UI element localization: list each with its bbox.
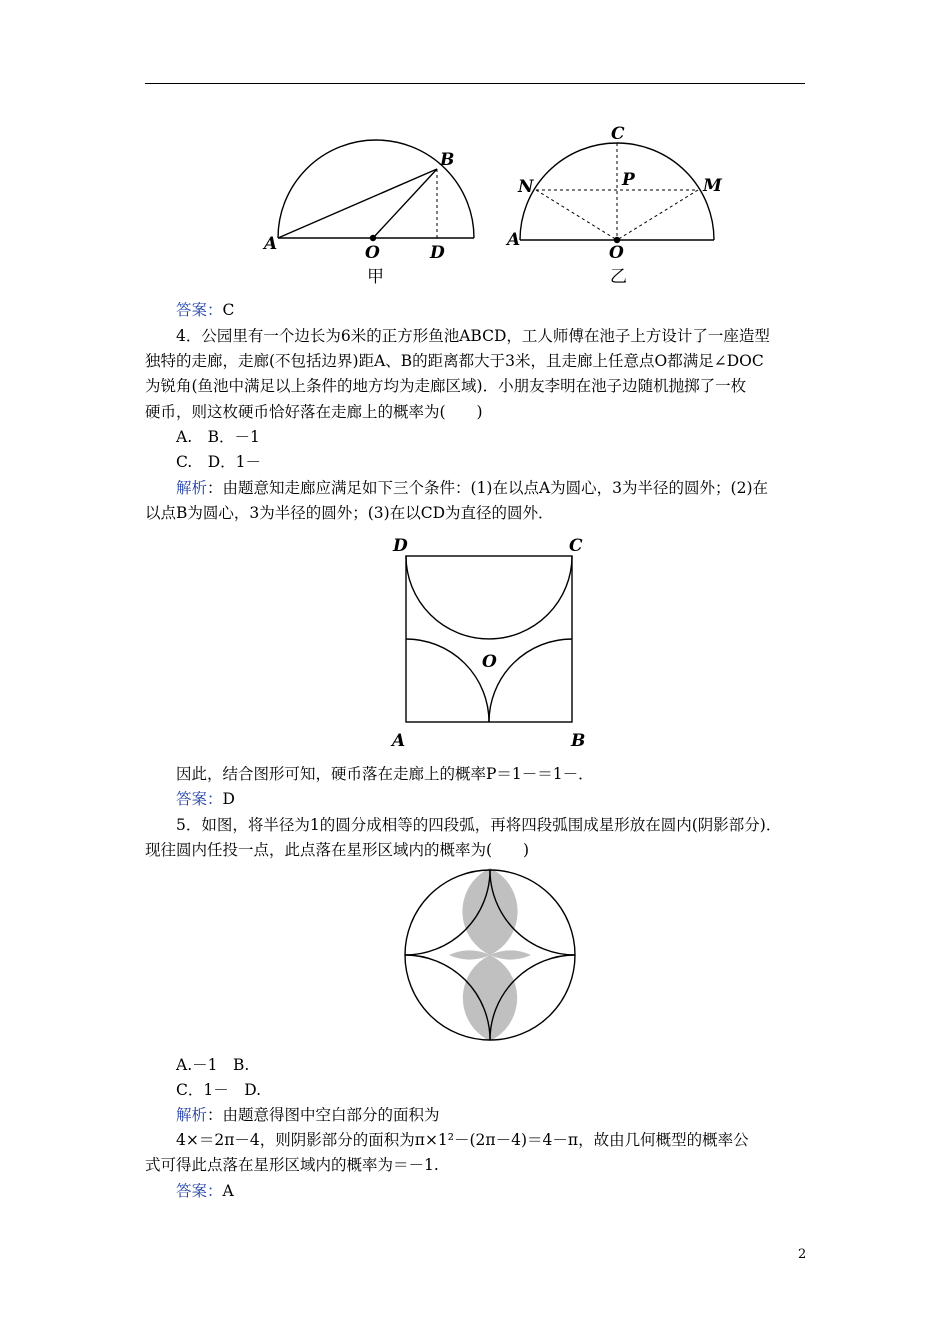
q4-conclusion: 因此，结合图形可知，硬币落在走廊上的概率P＝1－＝1－．	[176, 765, 594, 783]
header-rule	[145, 83, 805, 84]
yi-label-p: P	[622, 170, 635, 190]
q4-solution-line-2: 以点B为圆心，3为半径的圆外；(3)在以CD为直径的圆外．	[145, 504, 554, 522]
arc-center-a	[406, 639, 489, 722]
square-label-a: A	[392, 731, 406, 751]
q5-solution-line-1: 解析：由题意得图中空白部分的面积为	[176, 1106, 440, 1124]
q4-text-line-4: 硬币，则这枚硬币恰好落在走廊上的概率为( )	[145, 403, 483, 421]
square-label-o: O	[482, 652, 497, 672]
yi-label-o: O	[609, 243, 624, 263]
figure-star-circle	[400, 865, 580, 1045]
q4-solution-line-1: 解析：由题意知走廊应满足如下三个条件：(1)在以点A为圆心，3为半径的圆外；(2)在	[176, 479, 768, 497]
q3-answer: 答案：C	[176, 301, 235, 319]
star-shaded-region	[449, 868, 531, 1041]
yi-segment-mo	[617, 190, 698, 240]
figure-yi	[505, 124, 723, 287]
yi-segment-no	[536, 190, 617, 240]
q5-options-cd: C．1－ D.	[176, 1081, 262, 1099]
page-number: 2	[798, 1247, 807, 1262]
jia-label-d: D	[430, 243, 445, 263]
q4-options-ab: A. B．－1	[176, 428, 260, 446]
yi-label-c: C	[611, 124, 625, 144]
yi-caption: 乙	[610, 267, 627, 287]
square-label-d: D	[393, 536, 408, 556]
yi-label-n: N	[518, 177, 534, 197]
q5-answer: 答案：A	[176, 1182, 234, 1200]
q5-solution-line-2: 4×＝2π－4，则阴影部分的面积为π×1²－(2π－4)＝4－π，故由几何概型的概率公	[176, 1131, 749, 1149]
yi-label-a: A	[507, 230, 521, 250]
arc-cd-diameter	[406, 556, 572, 639]
jia-label-a: A	[264, 234, 278, 254]
jia-label-o: O	[365, 243, 380, 263]
jia-point-o	[370, 235, 376, 241]
q5-options-ab: A.－1 B.	[176, 1056, 250, 1074]
square-label-b: B	[571, 731, 586, 751]
figure-jia-yi	[255, 118, 735, 290]
q4-options-cd: C. D．1－	[176, 453, 262, 471]
square-label-c: C	[569, 536, 583, 556]
jia-segment-ob	[373, 169, 437, 238]
q5-text-line-1: 5．如图，将半径为1的圆分成相等的四段弧，再将四段弧围成星形放在圆内(阴影部分)．	[176, 816, 782, 834]
yi-label-m: M	[703, 176, 722, 196]
q4-text-line-3: 为锐角(鱼池中满足以上条件的地方均为走廊区域)．小朋友李明在池子边随机抛掷了一枚	[145, 377, 747, 395]
figure-jia	[262, 140, 474, 287]
jia-segment-ab	[278, 169, 437, 238]
q5-solution-line-3: 式可得此点落在星形区域内的概率为＝－1.	[145, 1156, 439, 1174]
figure-square-corridor	[385, 530, 595, 755]
q5-text-line-2: 现往圆内任投一点，此点落在星形区域内的概率为( )	[145, 841, 530, 859]
jia-caption: 甲	[367, 267, 384, 287]
q4-text-line-2: 独特的走廊，走廊(不包括边界)距A、B的距离都大于3米，且走廊上任意点O都满足∠DOC	[145, 352, 764, 370]
q4-text-line-1: 4．公园里有一个边长为6米的正方形鱼池ABCD，工人师傅在池子上方设计了一座造型	[176, 327, 770, 345]
arc-center-b	[489, 639, 572, 722]
jia-label-b: B	[440, 150, 455, 170]
q4-answer: 答案：D	[176, 790, 235, 808]
